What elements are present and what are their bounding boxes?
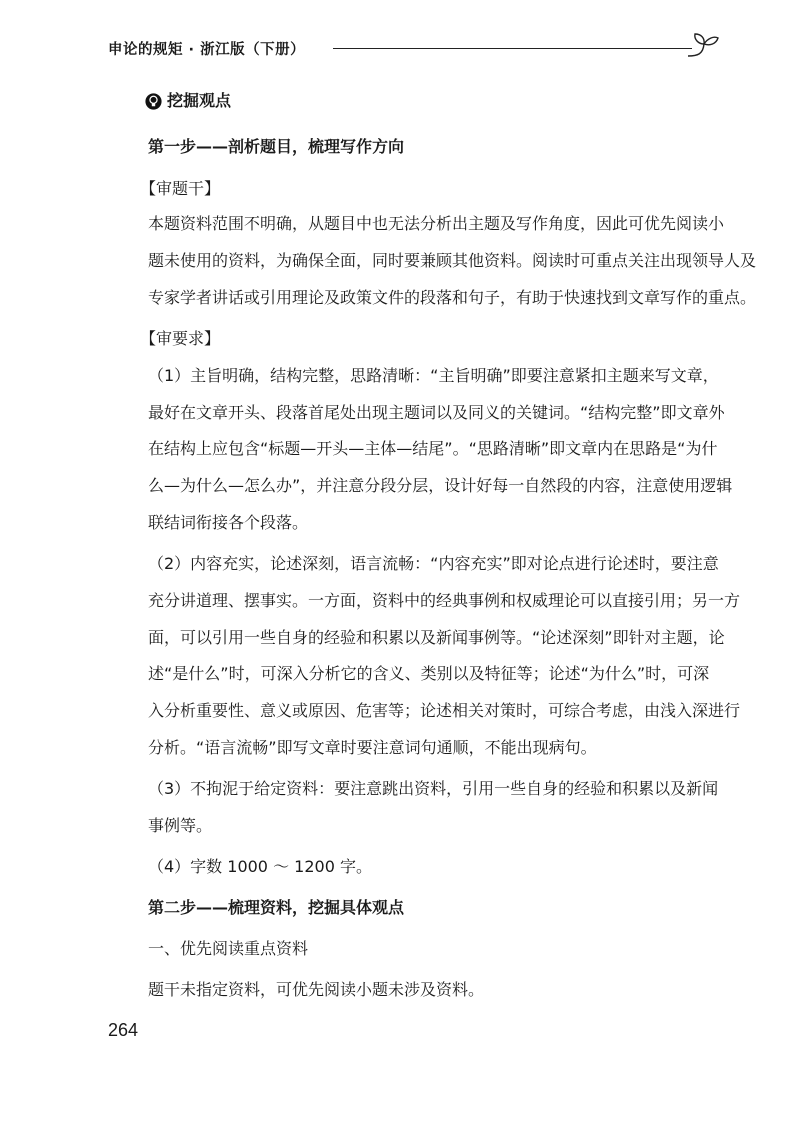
text-line: 题未使用的资料，为确保全面，同时要兼顾其他资料。阅读时可重点关注出现领导人及 [148,251,757,270]
text-line: 面，可以引用一些自身的经验和积累以及新闻事例等。“论述深刻”即针对主题，论 [148,628,725,647]
text-line: 【审要求】 [140,329,221,348]
text-line: 入分析重要性、意义或原因、危害等；论述相关对策时，可综合考虑，由浅入深进行 [148,701,741,720]
header-rule [333,48,692,49]
text-line: 联结词衔接各个段落。 [148,513,309,532]
text-line: 题干未指定资料，可优先阅读小题未涉及资料。 [148,980,485,999]
section-title: 挖掘观点 [167,91,232,110]
subheading: 第二步——梳理资料，挖掘具体观点 [148,898,405,917]
running-header [108,30,720,64]
text-line: （4）字数 1000 ～ 1200 字。 [148,857,372,876]
lightbulb-icon [145,93,162,110]
text-line: 专家学者讲话或引用理论及政策文件的段落和句子，有助于快速找到文章写作的重点。 [148,288,757,307]
text-line: （1）主旨明确，结构完整，思路清晰：“主旨明确”即要注意紧扣主题来写文章， [148,366,719,385]
text-line: 最好在文章开头、段落首尾处出现主题词以及同义的关键词。“结构完整”即文章外 [148,403,725,422]
text-line: （2）内容充实，论述深刻，语言流畅：“内容充实”即对论点进行论述时，要注意 [148,554,719,573]
text-line: 在结构上应包含“标题—开头—主体—结尾”。“思路清晰”即文章内在思路是“为什 [148,439,718,458]
header-title: 申论的规矩 · 浙江版（下册） [108,42,306,58]
text-line: 述“是什么”时，可深入分析它的含义、类别以及特征等；论述“为什么”时，可深 [148,664,710,683]
text-line: 么—为什么—怎么办”，并注意分段分层，设计好每一自然段的内容，注意使用逻辑 [148,476,733,495]
text-line: 本题资料范围不明确，从题目中也无法分析出主题及写作角度，因此可优先阅读小 [148,214,725,233]
leaf-sprout-icon [686,30,720,60]
text-line: 充分讲道理、摆事实。一方面，资料中的经典事例和权威理论可以直接引用；另一方 [148,591,741,610]
text-line: 一、优先阅读重点资料 [148,939,309,958]
subheading: 第一步——剖析题目，梳理写作方向 [148,137,405,156]
page-number: 264 [108,1020,139,1040]
section-heading [108,90,231,112]
text-line: 分析。“语言流畅”即写文章时要注意词句通顺，不能出现病句。 [148,738,597,757]
text-line: 事例等。 [148,816,213,835]
text-line: （3）不拘泥于给定资料：要注意跳出资料，引用一些自身的经验和积累以及新闻 [148,779,719,798]
text-line: 【审题干】 [140,179,221,198]
